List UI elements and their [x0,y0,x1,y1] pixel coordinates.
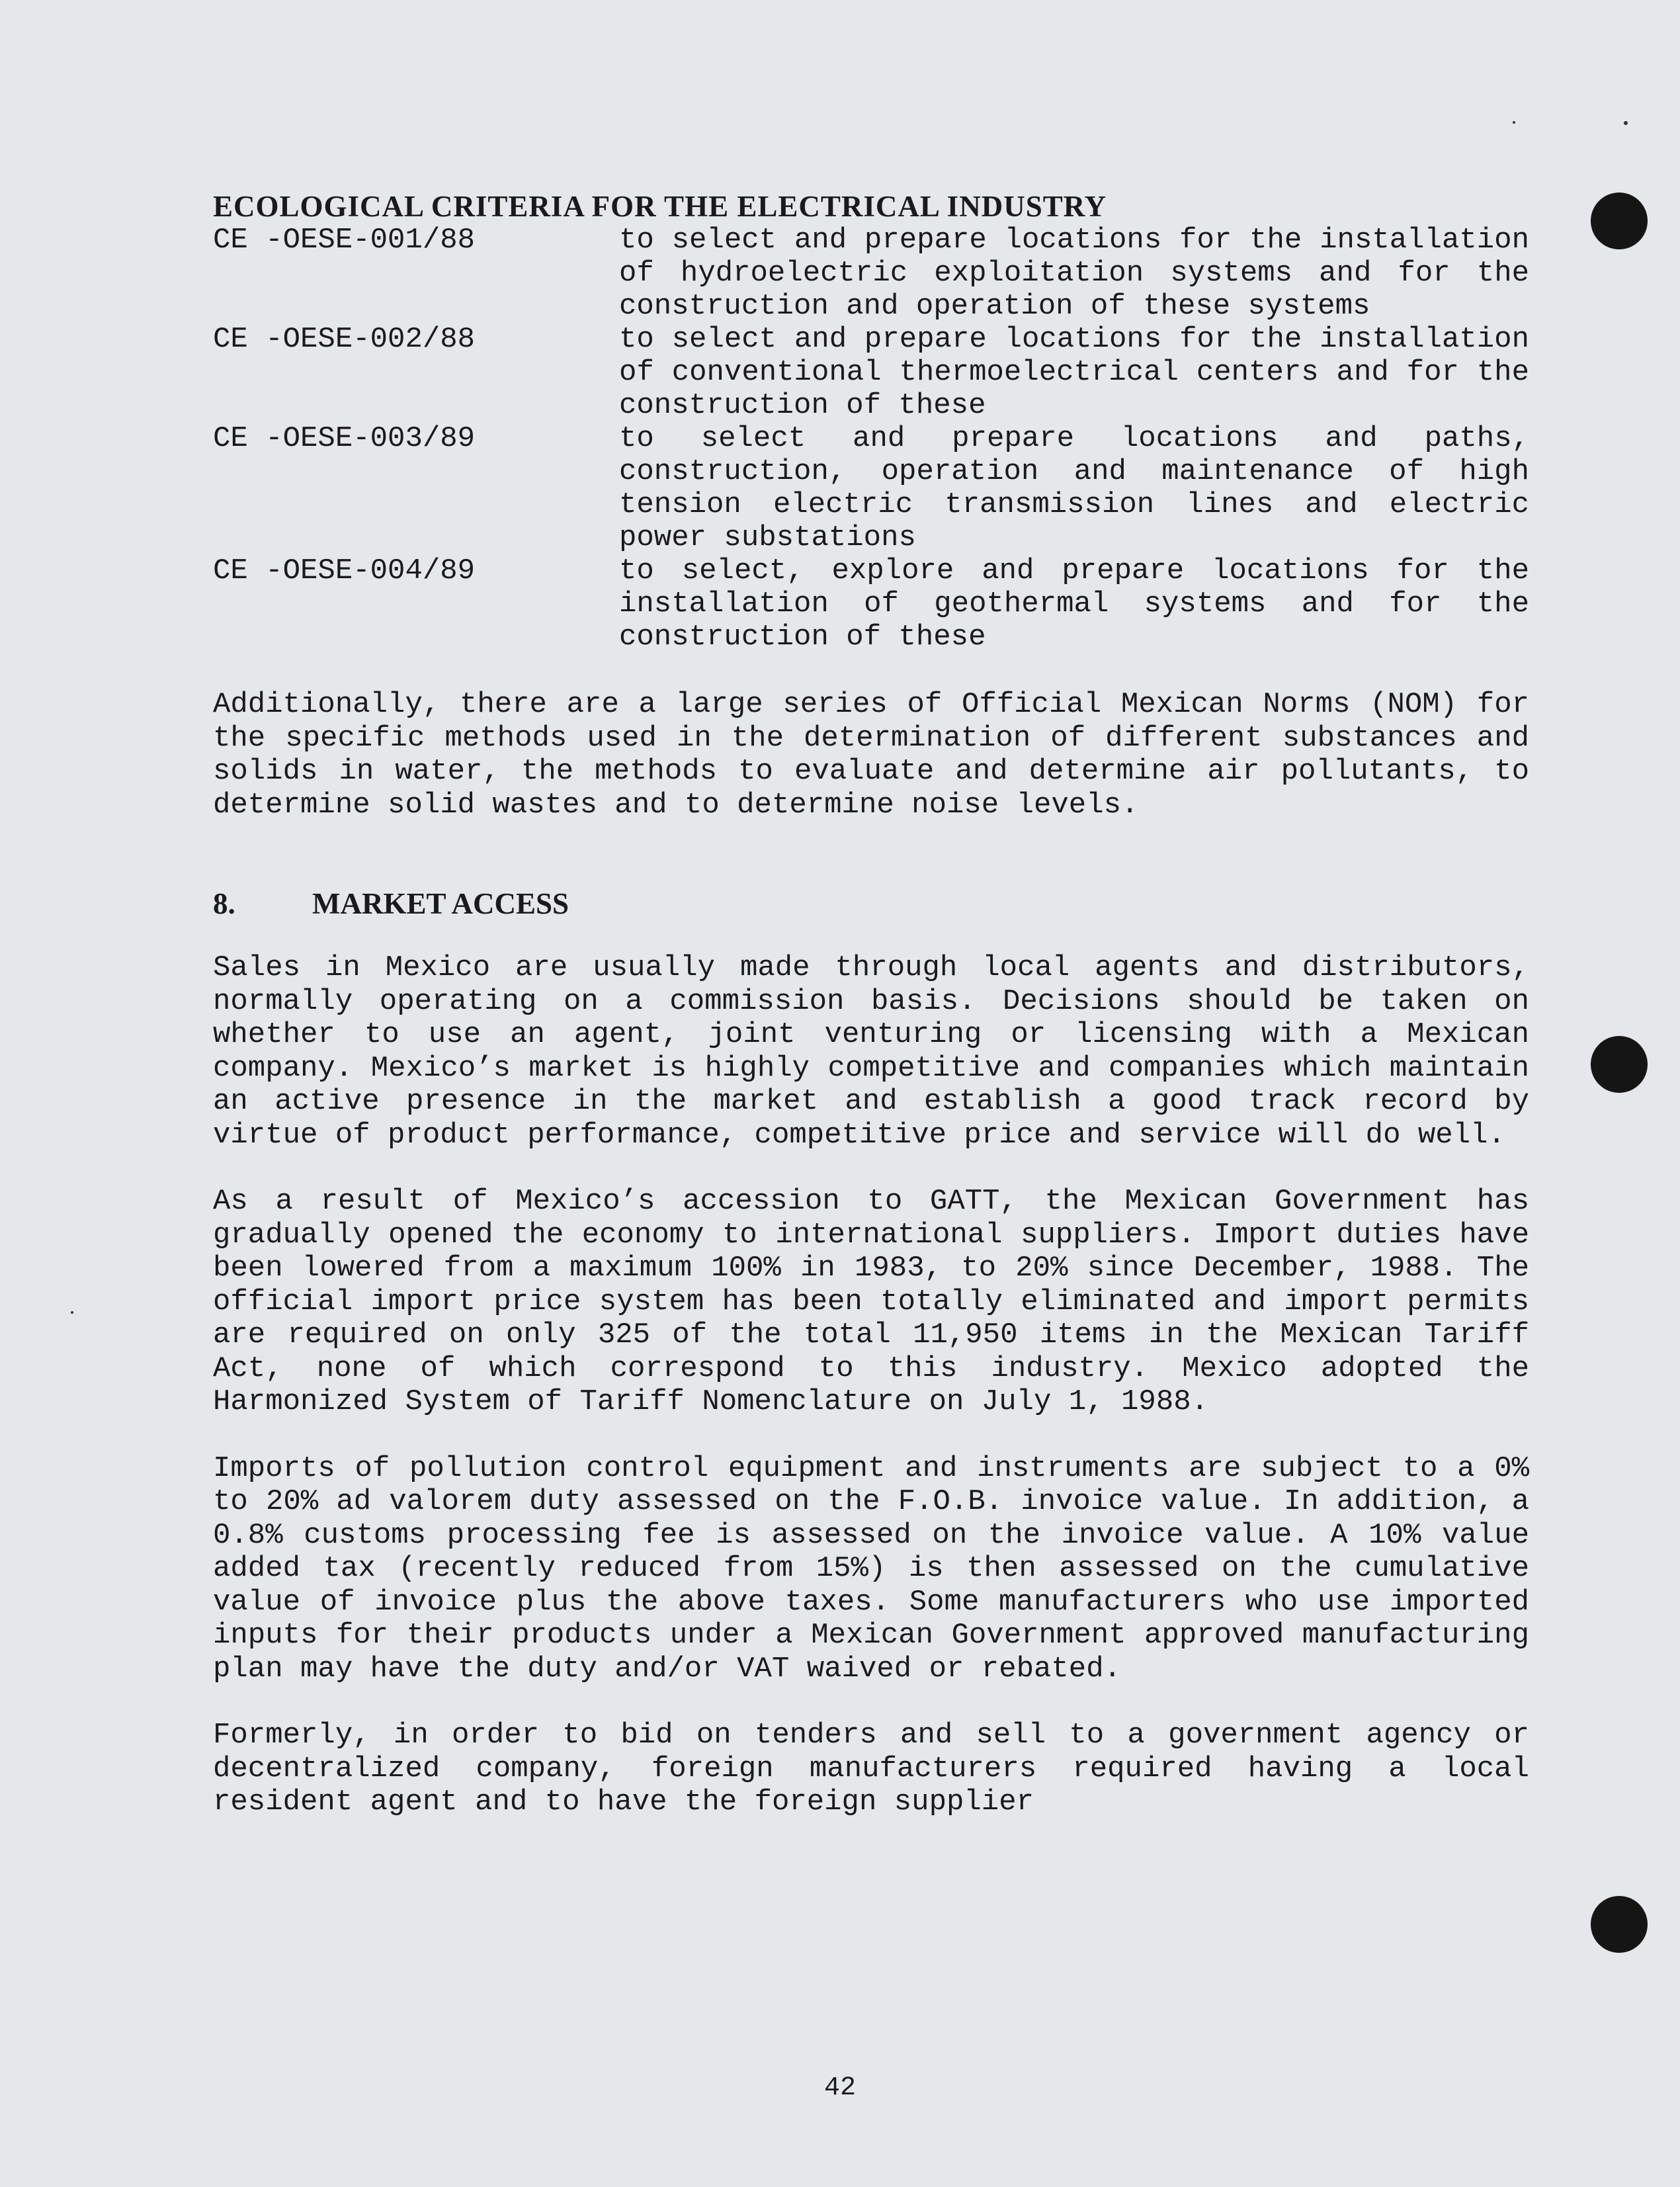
body-paragraph: Imports of pollution control equipment and instruments are subject to a 0% to 20% ad valorem duty assessed on the F.O.B. invoice value. In addition, a 0.8% customs processing fee is assessed on the invoice value. A 10% value added tax (recently reduced from 15%) is then assessed on the cumulative value of invoice plus the above taxes. Some manufacturers who use imported inputs for their products under a Mexican Government approved manufacturing plan may have the duty and/or VAT waived or rebated. [213,1451,1529,1686]
body-paragraph: As a result of Mexico’s accession to GATT, the Mexican Government has gradually opened the economy to international suppliers. Import duties have been lowered from a maximum 100% in 1983, to 20% since December, 1988. The official import price system has been totally eliminated and import permits are required on only 325 of the total 11,950 items in the Mexican Tariff Act, none of which correspond to this industry. Mexico adopted the Harmonized System of Tariff Nomenclature on July 1, 1988. [213,1185,1529,1418]
binder-hole-middle [1591,1036,1648,1093]
norms-paragraph: Additionally, there are a large series of Official Mexican Norms (NOM) for the specific methods used in the determination of different substances and solids in water, the methods to evaluate and determine air pollutants, to determine solid wastes and to determine noise levels. [213,688,1529,822]
section-heading [213,886,1529,921]
criteria-description: to select, explore and prepare locations for the installation of geothermal systems and for the construction of these [619,554,1529,654]
criteria-code: CE -OESE-001/88 [213,224,476,257]
body-paragraph: Formerly, in order to bid on tenders and sell to a government agency or decentralized company, foreign manufacturers required having a local resident agent and to have the foreign supplier [213,1719,1529,1819]
body-paragraph: Sales in Mexico are usually made through local agents and distributors, normally operating on a commission basis. Decisions should be taken on whether to use an agent, joint venturing or licensing with a Mexican company. Mexico’s market is highly competitive and companies which maintain an active presence in the market and establish a good track record by virtue of product performance, competitive price and service will do well. [213,951,1529,1152]
criteria-code: CE -OESE-004/89 [213,554,476,587]
document-body [213,189,1529,1819]
section-number: 8. [213,887,235,920]
criteria-description: to select and prepare locations for the installation of conventional thermoelectrical centers and for the construction of these [619,323,1529,422]
scan-speck [71,1311,73,1314]
criteria-description: to select and prepare locations and paths, construction, operation and maintenance of high tension electric transmission lines and electric power substations [619,422,1529,554]
criteria-item [213,323,1529,422]
criteria-heading: ECOLOGICAL CRITERIA FOR THE ELECTRICAL INDUSTRY [213,190,1107,223]
page-number: 42 [823,2073,856,2103]
binder-hole-bottom [1591,1896,1648,1953]
criteria-item [213,422,1529,554]
criteria-code: CE -OESE-003/89 [213,422,476,455]
binder-hole-top [1591,193,1648,249]
scan-speck [1624,121,1628,125]
criteria-description: to select and prepare locations for the installation of hydroelectric exploitation systems and for the construction and operation of these systems [619,224,1529,323]
criteria-item [213,554,1529,654]
scan-speck [1513,121,1515,124]
criteria-list [213,224,1529,654]
section-title: MARKET ACCESS [312,887,569,920]
criteria-item [213,224,1529,323]
criteria-code: CE -OESE-002/88 [213,323,476,356]
